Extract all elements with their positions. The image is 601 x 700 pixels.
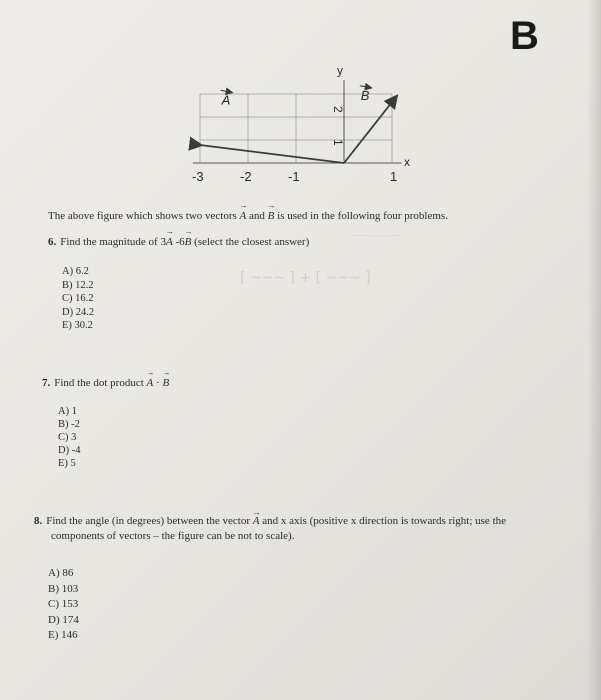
- choice: B) -2: [58, 419, 80, 430]
- choice: A) 86: [48, 567, 74, 579]
- bleed-through-mark: ⌒⌒⌒⌒⌒: [350, 236, 400, 247]
- choice: A) 6.2: [62, 266, 89, 277]
- y-axis-label: y: [337, 63, 343, 78]
- x-tick-label: 1: [390, 169, 398, 184]
- choice: E) 30.2: [62, 320, 93, 331]
- choice: A) 1: [58, 406, 77, 417]
- question-6: 6. Find the magnitude of 3→ A -6→ B (select the closest answer): [48, 236, 309, 248]
- vector-a-symbol: → A: [253, 514, 260, 529]
- x-axis-label: x: [404, 155, 410, 169]
- question-number: 6.: [48, 236, 57, 248]
- choice: B) 12.2: [62, 279, 94, 291]
- choice: C) 16.2: [62, 293, 94, 304]
- x-tick-label: -1: [288, 169, 300, 184]
- question-8-line-2: components of vectors – the figure can be not to scale).: [51, 530, 295, 542]
- vector-b-arrow: [344, 97, 396, 163]
- choice: B) 103: [48, 582, 79, 595]
- choice: D) -4: [58, 445, 81, 456]
- vector-b-symbol: → B: [162, 377, 169, 389]
- choice: D) 174: [48, 613, 79, 626]
- exam-version-letter: B: [510, 14, 539, 58]
- vector-a-arrow: [200, 145, 344, 163]
- choice: D) 24.2: [62, 306, 95, 318]
- vector-b-symbol: → B: [185, 236, 192, 248]
- vector-figure: [0, 0, 601, 200]
- vector-a-symbol: → A: [147, 377, 154, 389]
- question-8: 8. Find the angle (in degrees) between the vector → A and x axis (positive x direction is towards right; use the components of vectors – the figure can be not to scale).: [34, 514, 574, 544]
- choice: C) 3: [58, 432, 77, 443]
- y-tick-label: 2: [331, 106, 345, 113]
- question-number: 8.: [34, 515, 43, 527]
- figure-description: The above figure which shows two vectors → A and → B is used in the following four problems.: [48, 210, 448, 222]
- figure-labels: [192, 63, 410, 184]
- choice: E) 146: [48, 629, 78, 641]
- y-tick-label: 1: [331, 139, 345, 146]
- bleed-through-mark: [ ~~~ ] + [ ~~~ ]: [240, 270, 371, 286]
- question-7: 7. Find the dot product → A · → B: [42, 377, 169, 389]
- vector-b-symbol: → B: [268, 210, 275, 222]
- x-tick-label: -3: [192, 169, 204, 184]
- x-tick-label: -2: [240, 169, 252, 184]
- vector-a-symbol: → A: [240, 210, 247, 222]
- question-6-choices: [62, 265, 94, 333]
- question-number: 7.: [42, 377, 51, 389]
- vector-a-label: A: [221, 92, 231, 108]
- vector-a-symbol: → A: [166, 236, 173, 248]
- question-7-choices: [58, 405, 80, 470]
- choice: C) 153: [48, 598, 79, 610]
- choice: E) 5: [58, 458, 76, 469]
- vector-b-label: B: [360, 87, 370, 103]
- question-8-choices: [48, 566, 79, 644]
